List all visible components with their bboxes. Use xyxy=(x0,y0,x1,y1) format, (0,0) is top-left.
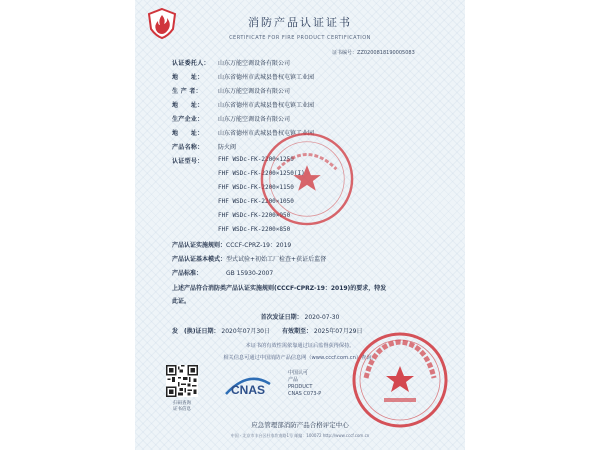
field-value: 山东省德州市武城县鲁权屯镇工业园 xyxy=(218,102,315,109)
issuing-authority: 应急管理部消防产品合格评定中心 xyxy=(251,421,349,429)
model-item: FHF WSDc-FK-2200×1050 xyxy=(218,198,294,205)
first-issue-value: 2020-07-30 xyxy=(304,314,340,321)
cnas-accreditation-text xyxy=(288,370,321,398)
cnas-logo xyxy=(222,368,274,402)
field-value: 山东万能空调设备有限公司 xyxy=(218,116,291,123)
issue-value: 2020年07月30日 xyxy=(221,328,270,335)
rules-value: CCCF-CPRZ-19：2019 xyxy=(226,242,292,249)
issuer-seal-stamp xyxy=(350,330,450,430)
conformity-statement-line1: 上述产品符合消防类产品认证实施规则(CCCF-CPRZ-19：2019)的要求，特发 xyxy=(172,285,387,292)
valid-value: 2025年07月29日 xyxy=(313,328,363,335)
field-label: 生 产 者： xyxy=(172,88,202,95)
footer-address: 中国 · 北京市丰台区杜家坎南路1号 邮编：100072 http://www.cccf.com.cn xyxy=(230,433,370,438)
certificate-number-label: 证书编号： xyxy=(332,50,358,56)
model-item: FHF WSDc-FK-2200×1250 xyxy=(218,156,294,163)
first-issue-date xyxy=(0,312,600,321)
qr-caption xyxy=(160,401,204,413)
cnas-line: 产品 xyxy=(288,377,299,383)
field-label: 地 址： xyxy=(172,102,204,109)
standard-label: 产品标准： xyxy=(172,270,203,277)
standard-value: GB 15930-2007 xyxy=(226,270,274,277)
model-item: FHF WSDc-FK-2200×850 xyxy=(218,226,291,233)
field-value: 山东万能空调设备有限公司 xyxy=(218,60,291,67)
field-value: 防火阀 xyxy=(218,144,237,151)
cnas-logo-text: CNAS xyxy=(230,383,266,397)
certificate-number-value: ZZ0200818190005083 xyxy=(357,50,415,56)
mode-label: 产品认证基本模式： xyxy=(172,256,227,263)
field-label: 地 址： xyxy=(172,130,204,137)
model-item: FHF WSDc-FK-2200×1150 xyxy=(218,184,294,191)
field-value: 山东省德州市武城县鲁权屯镇工业园 xyxy=(218,74,315,81)
field-value: 山东省德州市武城县鲁权屯镇工业园 xyxy=(218,130,315,137)
rules-row xyxy=(172,240,291,249)
standard-row xyxy=(172,268,273,277)
model-item: FHF WSDc-FK-2200×950 xyxy=(218,212,291,219)
cnas-line: PRODUCT xyxy=(288,384,313,390)
field-client-address xyxy=(172,72,314,81)
mode-value: 型式试验+初始工厂检查+获证后监督 xyxy=(226,256,327,263)
certification-seal-stamp xyxy=(258,130,356,228)
field-label: 地 址： xyxy=(172,74,204,81)
field-label: 产品名称： xyxy=(172,144,204,151)
qr-caption-line: 证书信息 xyxy=(173,407,191,412)
certificate-title-en: CERTIFICATE FOR FIRE PRODUCT CERTIFICATION xyxy=(229,35,371,41)
cnas-line: 中国认可 xyxy=(288,370,309,376)
valid-label: 有效期至： xyxy=(281,328,312,335)
validity-note: 本证书的有效性需依靠通过证后监督获得保持。 xyxy=(245,343,355,349)
first-issue-label: 首次发证日期： xyxy=(260,314,303,321)
field-value: 山东万能空调设备有限公司 xyxy=(218,88,291,95)
certificate-title: 消防产品认证证书 xyxy=(248,16,352,29)
model-item: FHF WSDc-FK-2200×1250(I) xyxy=(218,170,305,177)
field-producer xyxy=(172,86,290,95)
issue-label: 发 (换)证日期： xyxy=(172,328,220,335)
field-label: 生产企业： xyxy=(172,116,204,123)
inquiry-note: 相关信息可通过中国消防产品信息网（www.cccf.com.cn）查询。 xyxy=(223,355,377,361)
cnas-line: CNAS C073-P xyxy=(288,391,322,397)
certificate-number xyxy=(332,49,415,56)
conformity-statement-line2: 此证。 xyxy=(172,298,191,305)
field-client xyxy=(172,58,290,67)
qr-caption-line: 扫码查询 xyxy=(173,401,191,406)
field-producer-address xyxy=(172,100,314,109)
model-label xyxy=(172,156,218,165)
qr-code xyxy=(166,365,198,397)
mode-row xyxy=(172,254,326,263)
field-enterprise xyxy=(172,114,290,123)
field-label: 认证委托人： xyxy=(172,60,210,67)
model-label-text: 认证型号： xyxy=(172,158,204,165)
field-product-name xyxy=(172,142,236,151)
issue-validity-row xyxy=(172,326,362,335)
rules-label: 产品认证实施规则： xyxy=(172,242,227,249)
